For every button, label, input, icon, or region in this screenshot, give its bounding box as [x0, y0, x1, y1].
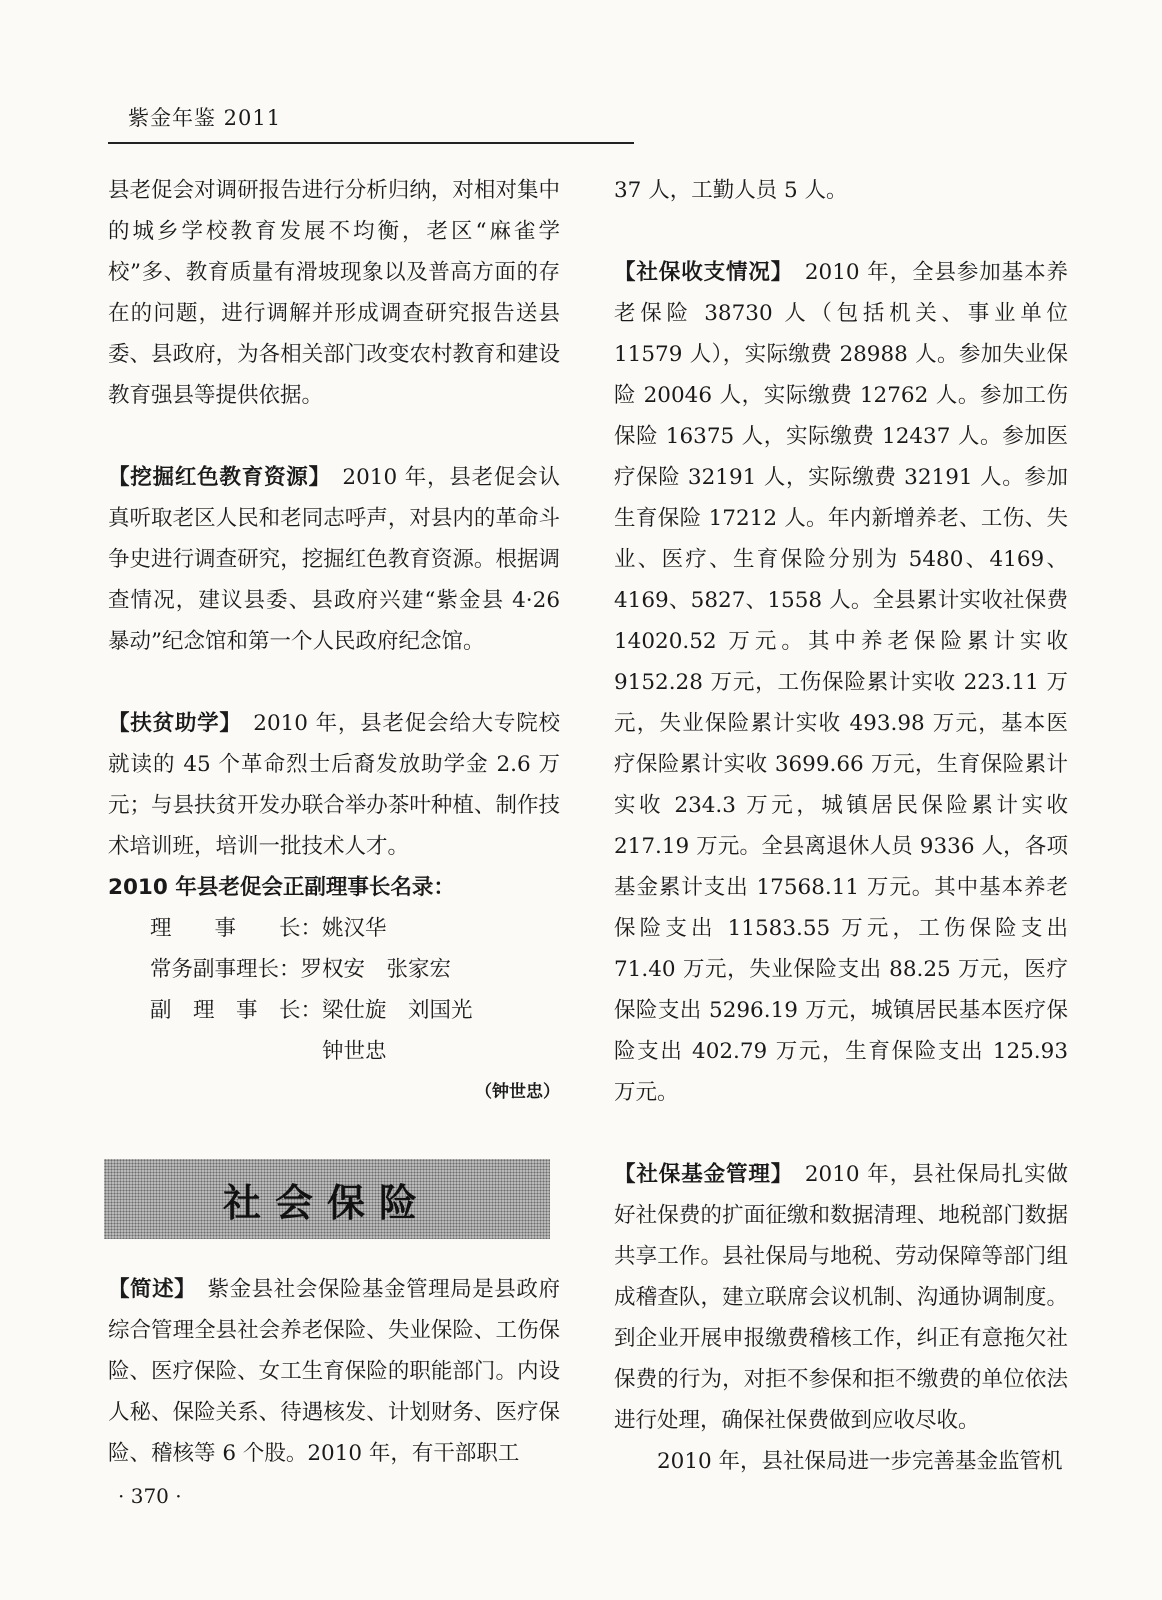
section-heading: 【挖掘红色教育资源】 — [108, 465, 321, 490]
paragraph-body: 2010 年，县老促会给大专院校就读的 45 个革命烈士后裔发放助学金 2.6 万元；与县扶贫开发办联合举办茶叶种植、制作技术培训班，培训一批技术人才。 — [108, 711, 560, 859]
right-paragraph-1: 37 人，工勤人员 5 人。 — [614, 178, 848, 203]
author-credit: （钟世忠） — [475, 1082, 560, 1102]
paragraph-body: 2010 年，全县参加基本养老保险 38730 人（包括机关、事业单位 11579 人），实际缴费 28988 人。参加失业保险 20046 人，实际缴费 12762 人。参加工伤保险 16375 人，实际缴费 12437 人。参加医疗保险 32191 人，实际缴费 32191 人。参加生育保险 17212 人。年内新增养老、工伤、失业、医疗、生育保险分别为 5480、4169、4169、5827、1558 人。全县累计实收社保费 14020.52 万元。其中养老保险累计实收 9152.28 万元，工伤保险累计实收 223.11 万元，失业保险累计实收 493.98 万元，基本医疗保险累计实收 3699.66 万元，生育保险累计实收 234.3 万元，城镇居民保险累计实收 217.19 万元。全县离退休人员 9336 人，各项基金累计支出 17568.11 万元。其中基本养老保险支出 11583.55 万元，工伤保险支出 71.40 万元，失业保险支出 88.25 万元，医疗保险支出 5296.19 万元，城镇居民基本医疗保险支出 402.79 万元，生育保险支出 125.93 万元。 — [614, 260, 1068, 1105]
section-heading: 【社保收支情况】 — [614, 260, 783, 285]
right-paragraph-2 — [614, 252, 1068, 1113]
header-rule — [108, 142, 634, 144]
paragraph-body: 2010 年，县社保局扎实做好社保费的扩面征缴和数据清理、地税部门数据共享工作。县社保局与地税、劳动保障等部门组成稽查队，建立联席会议机制、沟通协调制度。到企业开展申报缴费稽核工作，纠正有意拖欠社保费的行为，对拒不参保和拒不缴费的单位依法进行处理，确保社保费做到应收尽收。 — [614, 1162, 1068, 1433]
roster-row-vice: 副 理 事 长：梁仕旋 刘国光 — [150, 998, 473, 1023]
paragraph-body: 紫金县社会保险基金管理局是县政府综合管理全县社会养老保险、失业保险、工伤保险、医疗保险、女工生育保险的职能部门。内设人秘、保险关系、待遇核发、计划财务、医疗保险、稽核等 6 个股。2010 年，有干部职工 — [108, 1277, 560, 1466]
section-heading: 【简述】 — [108, 1277, 186, 1302]
running-header: 紫金年鉴 2011 — [128, 106, 282, 130]
left-paragraph-1: 县老促会对调研报告进行分析归纳，对相对集中的城乡学校教育发展不均衡，老区“麻雀学校”多、教育质量有滑坡现象以及普高方面的存在的问题，进行调解并形成调查研究报告送县委、县政府，为各相关部门改变农村教育和建设教育强县等提供依据。 — [108, 178, 560, 408]
roster-title: 2010 年县老促会正副理事长名录： — [108, 875, 455, 900]
section-banner — [104, 1159, 550, 1239]
section-heading: 【扶贫助学】 — [108, 711, 231, 736]
roster-row-vice-continued: 钟世忠 — [322, 1039, 387, 1064]
left-paragraph-2 — [108, 457, 560, 662]
page-number: · 370 · — [118, 1484, 182, 1508]
left-column-lower — [108, 1269, 560, 1474]
section-heading: 【社保基金管理】 — [614, 1162, 783, 1187]
left-paragraph-3 — [108, 703, 560, 867]
roster-row-chairman: 理 事 长：姚汉华 — [150, 916, 387, 941]
section-title: 社会保险 — [222, 1180, 431, 1225]
right-paragraph-3 — [614, 1154, 1068, 1441]
left-paragraph-4 — [108, 1269, 560, 1474]
left-column — [108, 170, 560, 1113]
right-paragraph-4: 2010 年，县社保局进一步完善基金监管机 — [657, 1449, 1063, 1474]
roster-row-executive-vice: 常务副事理长：罗权安 张家宏 — [150, 957, 452, 982]
right-column — [614, 170, 1068, 1482]
paragraph-body: 2010 年，县老促会认真听取老区人民和老同志呼声，对县内的革命斗争史进行调查研究，挖掘红色教育资源。根据调查情况，建议县委、县政府兴建“紫金县 4·26暴动”纪念馆和第一个人民政府纪念馆。 — [108, 465, 560, 654]
